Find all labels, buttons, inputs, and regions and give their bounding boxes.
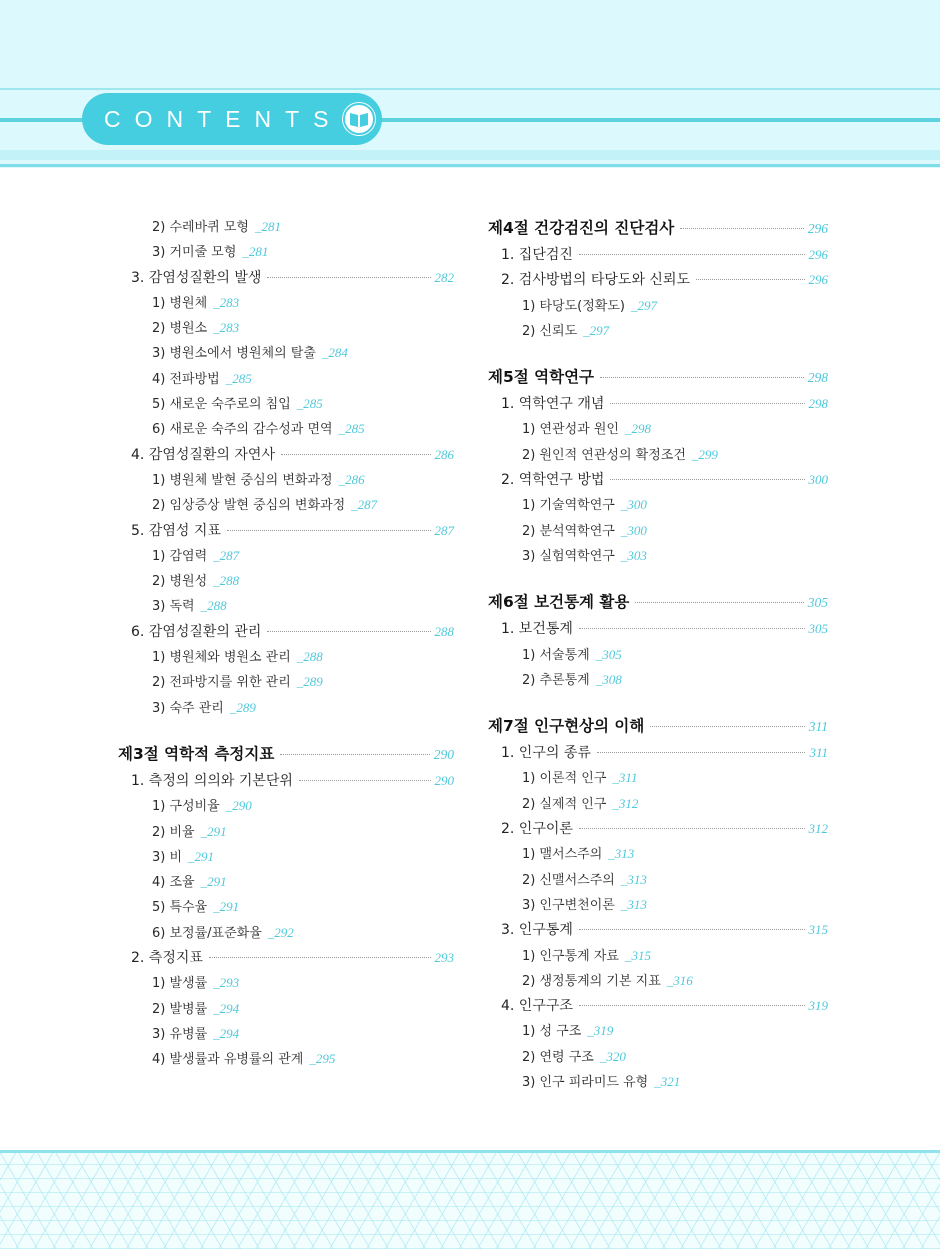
- toc-page-number: _ 294: [213, 1026, 239, 1042]
- toc-entry-label: 2) 병원소: [152, 321, 208, 337]
- toc-entry-label: 2) 신맬서스주의: [522, 872, 615, 888]
- toc-entry-label: 3. 감염성질환의 발생: [131, 269, 262, 286]
- toc-entry-label: 3) 숙주 관리: [152, 700, 224, 716]
- toc-page-number: 298: [808, 396, 828, 412]
- toc-page-number: _ 288: [201, 598, 227, 614]
- toc-page-number: _ 281: [242, 244, 268, 260]
- toc-entry-label: 2) 비율: [152, 824, 195, 840]
- dot-leader: [267, 631, 430, 632]
- toc-page-number: _ 289: [297, 674, 323, 690]
- toc-entry-label: 제6절 보건통계 활용: [488, 593, 630, 612]
- toc-entry-label: 2) 연령 구조: [522, 1049, 594, 1065]
- toc-chapter[interactable]: [488, 818, 828, 843]
- toc-page-number: _ 290: [226, 798, 252, 814]
- dot-leader: [267, 277, 430, 278]
- dot-leader: [579, 828, 805, 829]
- toc-chapter[interactable]: [488, 244, 828, 269]
- toc-page-number: 296: [808, 272, 828, 288]
- toc-chapter[interactable]: [118, 947, 454, 972]
- toc-entry-label: 4) 발생률과 유병률의 관계: [152, 1052, 304, 1068]
- toc-page-number: _ 292: [268, 925, 294, 941]
- toc-entry-label: 제4절 건강검진의 진단검사: [488, 219, 675, 237]
- toc-entry-label: 1) 병원체와 병원소 관리: [152, 650, 291, 666]
- toc-entry-label: 1) 타당도(정확도): [522, 298, 625, 314]
- toc-page-number: 296: [807, 221, 828, 236]
- toc-entry[interactable]: [118, 393, 454, 418]
- toc-entry-label: 2) 전파방지를 위한 관리: [152, 675, 291, 691]
- toc-entry-label: 6. 감염성질환의 관리: [131, 623, 262, 640]
- toc-entry[interactable]: [118, 418, 454, 443]
- toc-page-number: 290: [434, 772, 454, 788]
- toc-chapter[interactable]: [488, 919, 828, 944]
- toc-entry-label: 제7절 인구현상의 이해: [488, 717, 645, 736]
- toc-page-number: 315: [808, 922, 828, 938]
- toc-entry[interactable]: [118, 241, 454, 266]
- toc-entry[interactable]: [488, 894, 828, 919]
- toc-page-number: _ 298: [625, 421, 651, 437]
- toc-entry-label: 3) 비: [152, 849, 183, 865]
- toc-chapter[interactable]: [488, 469, 828, 494]
- toc-entry[interactable]: [118, 570, 454, 595]
- toc-entry-label: 1) 서술통계: [522, 647, 590, 663]
- toc-page-number: _ 291: [201, 824, 227, 840]
- toc-entry[interactable]: [118, 972, 454, 997]
- toc-entry[interactable]: [118, 292, 454, 317]
- toc-entry-label: 3) 거미줄 모형: [152, 245, 237, 261]
- toc-page-number: 311: [808, 719, 828, 735]
- dot-leader: [610, 479, 804, 480]
- toc-page-number: _ 313: [608, 846, 634, 862]
- footer-pattern: [0, 1150, 940, 1249]
- dot-leader: [579, 628, 805, 629]
- toc-entry-label: 1) 이론적 인구: [522, 771, 607, 787]
- toc-page-number: _ 291: [201, 874, 227, 890]
- toc-entry-label: 3) 인구 피라미드 유형: [522, 1075, 649, 1091]
- toc-page-number: _ 312: [612, 796, 638, 812]
- toc-page-number: 288: [434, 623, 454, 639]
- toc-section[interactable]: [118, 742, 454, 770]
- dot-leader: [209, 957, 431, 958]
- dot-leader: [635, 602, 803, 603]
- toc-entry-label: 1. 측정의 의의와 기본단위: [131, 772, 293, 789]
- toc-chapter[interactable]: [118, 444, 454, 469]
- toc-entry[interactable]: [118, 795, 454, 820]
- toc-page-number: _ 313: [621, 872, 647, 888]
- dot-leader: [227, 530, 431, 531]
- toc-page-number: _ 283: [213, 295, 239, 311]
- toc-page-number: 300: [808, 472, 828, 488]
- toc-entry-label: 2) 임상증상 발현 중심의 변화과정: [152, 498, 346, 514]
- toc-entry[interactable]: [488, 869, 828, 894]
- toc-entry[interactable]: [118, 494, 454, 519]
- toc-entry[interactable]: [118, 671, 454, 696]
- dot-leader: [610, 403, 804, 404]
- dot-leader: [579, 1005, 805, 1006]
- dot-leader: [597, 752, 806, 753]
- toc-entry[interactable]: [118, 922, 454, 947]
- toc-entry-label: 제5절 역학연구: [488, 368, 595, 387]
- toc-chapter[interactable]: [488, 618, 828, 643]
- toc-page-number: _ 284: [322, 345, 348, 361]
- toc-entry-label: 1. 집단검진: [501, 247, 573, 263]
- toc-entry[interactable]: [118, 216, 454, 241]
- toc-page-number: _ 285: [226, 371, 252, 387]
- toc-entry-label: 2) 원인적 연관성의 확정조건: [522, 447, 686, 463]
- toc-entry-label: 2) 수레바퀴 모형: [152, 220, 249, 235]
- toc-page-number: _ 291: [213, 899, 239, 915]
- toc-entry[interactable]: [118, 646, 454, 671]
- toc-entry-label: 2) 생정통계의 기본 지표: [522, 973, 661, 989]
- toc-page-number: 290: [433, 746, 454, 762]
- toc-page-number: 293: [434, 950, 454, 966]
- toc-page-number: _ 299: [692, 447, 718, 463]
- dot-leader: [696, 279, 805, 280]
- toc-chapter[interactable]: [488, 393, 828, 418]
- toc-page-number: _ 285: [339, 421, 365, 437]
- toc-entry-label: 1) 발생률: [152, 976, 208, 992]
- toc-entry-label: 1) 인구통계 자료: [522, 948, 619, 964]
- toc-entry-label: 1) 성 구조: [522, 1024, 582, 1040]
- toc-entry-label: 4) 조율: [152, 875, 195, 891]
- toc-entry-label: 6) 보정률/표준화율: [152, 925, 262, 941]
- toc-entry-label: 3) 실험역학연구: [522, 548, 615, 564]
- toc-entry[interactable]: [488, 1046, 828, 1071]
- toc-page-number: _ 319: [587, 1023, 613, 1039]
- toc-chapter[interactable]: [488, 995, 828, 1020]
- toc-chapter[interactable]: [118, 520, 454, 545]
- toc-entry-label: 3) 유병률: [152, 1026, 208, 1042]
- toc-page-number: _ 289: [230, 700, 256, 716]
- toc-page-number: 312: [808, 821, 828, 837]
- toc-page-number: _ 283: [213, 320, 239, 336]
- toc-page-number: _ 315: [625, 948, 651, 964]
- toc-entry[interactable]: [488, 444, 828, 469]
- header-stripe: [0, 150, 940, 160]
- dot-leader: [600, 377, 804, 378]
- toc-chapter[interactable]: [488, 742, 828, 767]
- toc-entry-label: 2) 병원성: [152, 574, 208, 590]
- toc-section[interactable]: [488, 590, 828, 618]
- toc-entry-label: 2) 실제적 인구: [522, 796, 607, 812]
- toc-chapter[interactable]: [118, 621, 454, 646]
- toc-page-number: _ 300: [621, 523, 647, 539]
- toc-page-number: 311: [809, 745, 828, 761]
- dot-leader: [280, 754, 429, 755]
- toc-entry[interactable]: [488, 494, 828, 519]
- toc-entry-label: 3) 병원소에서 병원체의 탈출: [152, 346, 316, 362]
- dot-leader: [299, 780, 431, 781]
- toc-entry-label: 2. 검사방법의 타당도와 신뢰도: [501, 272, 690, 289]
- toc-page-number: _ 305: [596, 647, 622, 663]
- toc-page-number: _ 313: [621, 897, 647, 913]
- toc-entry[interactable]: [118, 697, 454, 722]
- toc-entry[interactable]: [488, 970, 828, 995]
- toc-entry[interactable]: [488, 767, 828, 792]
- toc-page-number: 286: [434, 446, 454, 462]
- toc-page-number: 287: [434, 522, 454, 538]
- toc-page-number: 305: [808, 621, 828, 637]
- toc-entry[interactable]: [488, 843, 828, 868]
- toc-page-number: _ 286: [339, 472, 365, 488]
- toc-entry-label: 2) 분석역학연구: [522, 523, 615, 539]
- toc-section[interactable]: [488, 714, 828, 742]
- toc-page-number: 282: [434, 269, 454, 285]
- toc-entry-label: 1) 연관성과 원인: [522, 422, 619, 438]
- toc-page-number: _ 321: [654, 1074, 680, 1090]
- contents-title-badge: [82, 93, 382, 145]
- toc-page-number: _ 300: [621, 497, 647, 513]
- header-bottom-line: [0, 164, 940, 167]
- toc-page-number: _ 293: [213, 975, 239, 991]
- toc-chapter[interactable]: [118, 267, 454, 292]
- toc-entry-label: 5) 특수율: [152, 900, 208, 916]
- toc-chapter[interactable]: [118, 770, 454, 795]
- dot-leader: [680, 228, 803, 229]
- toc-entry[interactable]: [488, 418, 828, 443]
- toc-page-number: _ 287: [213, 548, 239, 564]
- toc-entry[interactable]: [488, 945, 828, 970]
- toc-entry[interactable]: [488, 320, 828, 345]
- toc-page-number: _ 316: [667, 973, 693, 989]
- toc-page-number: 298: [807, 370, 828, 386]
- toc-entry-label: 제3절 역학적 측정지표: [118, 744, 275, 763]
- toc-entry[interactable]: [118, 317, 454, 342]
- dot-leader: [650, 726, 804, 727]
- toc-page-number: 319: [808, 998, 828, 1014]
- toc-page-number: _ 288: [297, 649, 323, 665]
- toc-entry[interactable]: [488, 669, 828, 694]
- toc-entry-label: 5. 감염성 지표: [131, 522, 221, 539]
- toc-entry[interactable]: [118, 846, 454, 871]
- toc-entry-label: 3) 인구변천이론: [522, 897, 615, 913]
- toc-entry[interactable]: [118, 342, 454, 367]
- toc-page-number: _ 288: [213, 573, 239, 589]
- toc-entry[interactable]: [488, 295, 828, 320]
- toc-entry-label: 1. 보건통계: [501, 621, 573, 638]
- toc-page-number: _ 287: [351, 497, 377, 513]
- toc-entry-label: 4. 인구구조: [501, 998, 573, 1015]
- toc-page-number: _ 285: [297, 396, 323, 412]
- toc-page-number: _ 281: [255, 219, 281, 235]
- toc-entry-label: 1) 병원체: [152, 295, 208, 311]
- toc-entry-label: 6) 새로운 숙주의 감수성과 면역: [152, 422, 333, 438]
- page-title: CONTENTS: [104, 105, 343, 132]
- dot-leader: [281, 454, 431, 455]
- toc-page-number: _ 320: [600, 1049, 626, 1065]
- toc-entry-label: 4. 감염성질환의 자연사: [131, 446, 275, 463]
- toc-left-column: [118, 216, 454, 1074]
- toc-entry-label: 1) 기술역학연구: [522, 498, 615, 514]
- toc-section[interactable]: [488, 365, 828, 393]
- toc-entry-label: 1. 인구의 종류: [501, 745, 591, 762]
- toc-page-number: _ 291: [188, 849, 214, 865]
- toc-entry[interactable]: [118, 469, 454, 494]
- toc-right-column: [488, 216, 828, 1096]
- toc-section[interactable]: [488, 216, 828, 244]
- toc-entry-label: 2. 인구이론: [501, 821, 573, 838]
- toc-entry[interactable]: [488, 545, 828, 570]
- toc-entry[interactable]: [118, 998, 454, 1023]
- toc-page-number: _ 303: [621, 548, 647, 564]
- toc-entry-label: 2) 추론통계: [522, 672, 590, 688]
- toc-entry-label: 2. 측정지표: [131, 950, 203, 967]
- book-icon: [342, 102, 376, 136]
- toc-page-number: _ 308: [596, 672, 622, 688]
- toc-entry-label: 2. 역학연구 방법: [501, 472, 605, 489]
- toc-entry-label: 2) 발병률: [152, 1001, 208, 1017]
- toc-entry[interactable]: [488, 1071, 828, 1096]
- toc-entry-label: 3) 독력: [152, 599, 195, 615]
- toc-entry-label: 4) 전파방법: [152, 371, 220, 387]
- toc-entry-label: 1) 병원체 발현 중심의 변화과정: [152, 472, 333, 488]
- toc-entry[interactable]: [118, 545, 454, 570]
- toc-entry-label: 1. 역학연구 개념: [501, 396, 605, 413]
- toc-entry[interactable]: [118, 896, 454, 921]
- dot-leader: [579, 254, 805, 255]
- toc-entry[interactable]: [118, 821, 454, 846]
- toc-entry[interactable]: [488, 793, 828, 818]
- toc-page-number: _ 294: [213, 1001, 239, 1017]
- dot-leader: [579, 929, 805, 930]
- toc-entry-label: 1) 감염력: [152, 548, 208, 564]
- toc-entry-label: 2) 신뢰도: [522, 323, 578, 339]
- toc-entry[interactable]: [488, 644, 828, 669]
- toc-page-number: 305: [807, 595, 828, 611]
- toc-page-number: 296: [808, 247, 828, 262]
- toc-entry[interactable]: [118, 871, 454, 896]
- toc-entry[interactable]: [118, 368, 454, 393]
- toc-entry[interactable]: [488, 520, 828, 545]
- toc-entry-label: 1) 맬서스주의: [522, 847, 603, 863]
- toc-entry[interactable]: [118, 595, 454, 620]
- toc-entry-label: 5) 새로운 숙주로의 침입: [152, 397, 291, 413]
- toc-entry[interactable]: [118, 1048, 454, 1073]
- toc-page-number: _ 297: [583, 323, 609, 339]
- toc-chapter[interactable]: [488, 269, 828, 294]
- toc-entry[interactable]: [488, 1020, 828, 1045]
- toc-page-number: _ 311: [612, 770, 637, 786]
- toc-entry-label: 3. 인구통계: [501, 922, 573, 939]
- toc-entry[interactable]: [118, 1023, 454, 1048]
- header-line: [0, 88, 940, 90]
- toc-page-number: _ 297: [631, 298, 657, 314]
- toc-page-number: _ 295: [309, 1051, 335, 1067]
- toc-entry-label: 1) 구성비율: [152, 799, 220, 815]
